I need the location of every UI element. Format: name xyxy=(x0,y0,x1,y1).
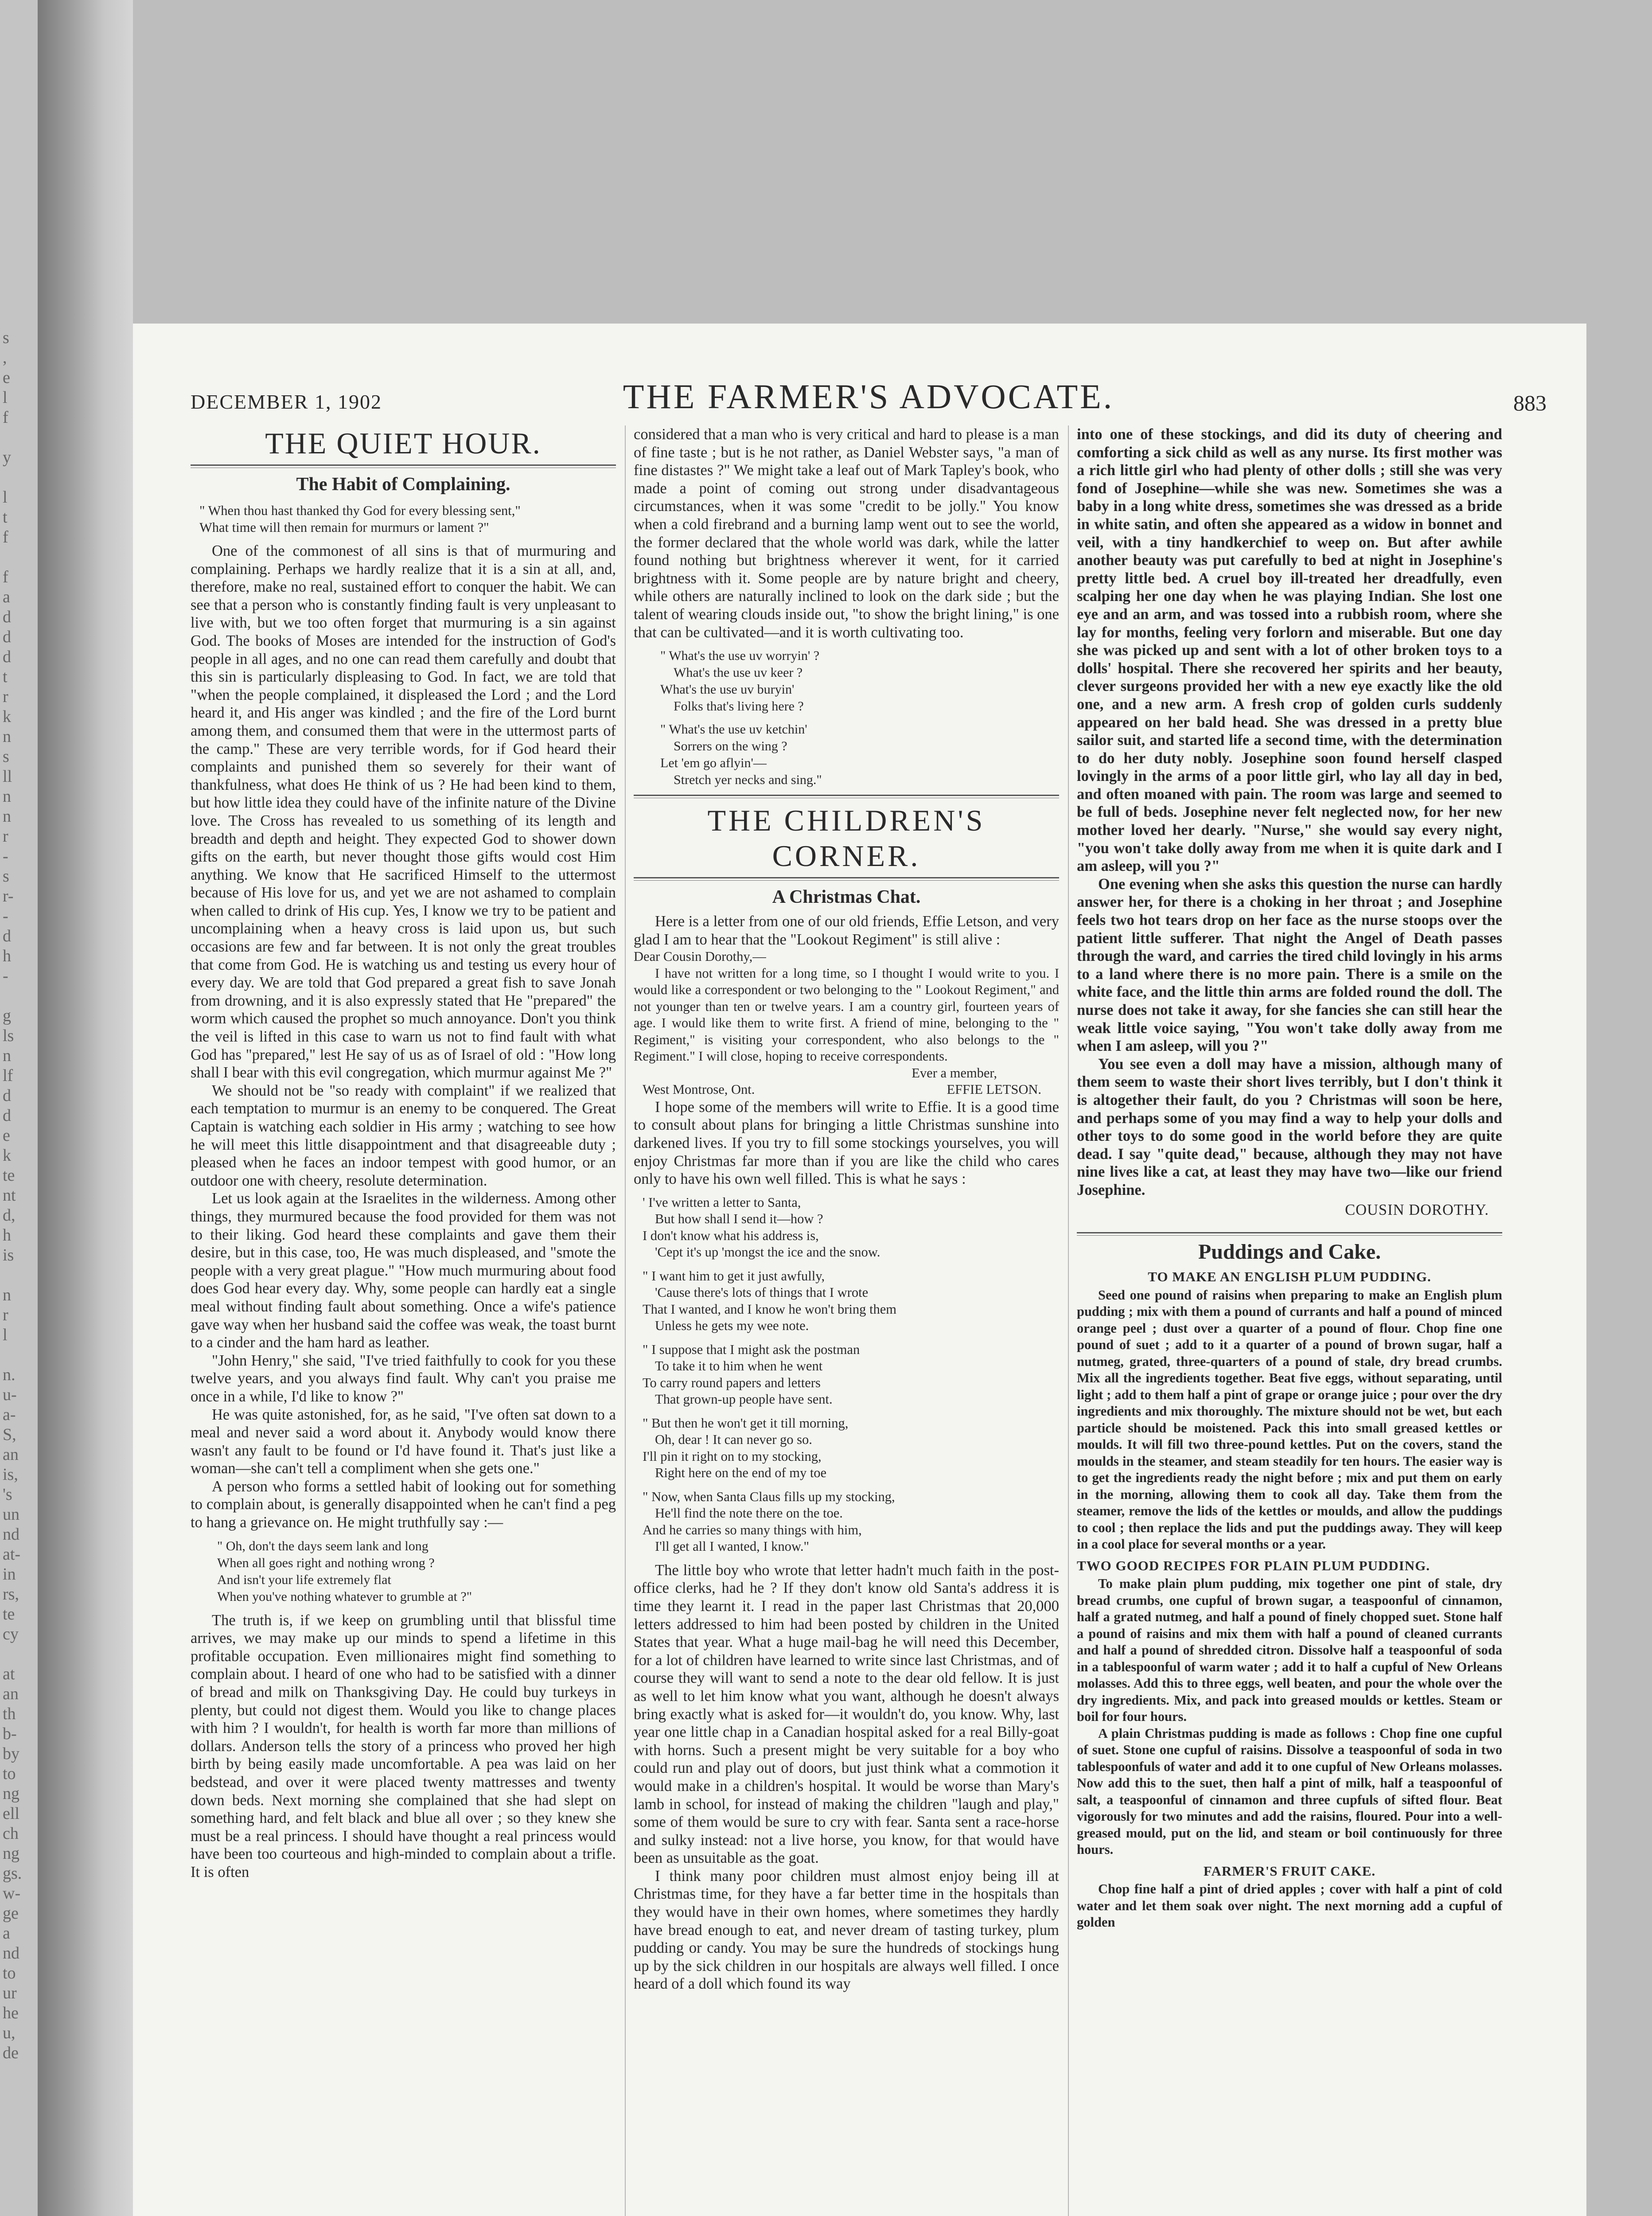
childrens-corner-title: THE CHILDREN'S CORNER. xyxy=(707,804,986,873)
masthead-title: THE FARMER'S ADVOCATE. xyxy=(623,377,1114,416)
newspaper-page xyxy=(133,324,1586,2216)
paragraph: We should not be "so ready with complaint" if we realized that each temptation to murmur is an enemy to be conquered. The Great Captain is watching each soldier in His army ; watching to see how he will meet this little disappointment and that disagreeable duty ; pleased when he faces an indoor tempest with good humor, or an outdoor one with cheery, resolute determination. xyxy=(191,1082,616,1189)
previous-page-text-fragments: s , e l f y l t f f a d d d t r k n s ll n n r - s r- - d h - g ls n lf d d e k te nt d, h is n r l n. u- a- S, an is, 's un nd at- in rs, te cy at an th b- by to ng ell ch ng gs. w- ge a nd to ur he u, de xyxy=(3,328,22,2062)
letter-closing: Ever a member, xyxy=(912,1065,997,1081)
verse-line: Stretch yer necks and sing." xyxy=(674,772,822,788)
paragraph: Let us look again at the Israelites in the wilderness. Among other things, they murmured because the food provided for them was not to their liking. God heard these complaints and gave them their desire, but in this case, too, He was much displeased, and "smote the people with a very great plague." "How much murmuring about food does God hear every day. Why, some people can hardly eat a single meal without finding fault about something. Once a wife's patience gave way when her husband said the coffee was weak, the toast burnt to a cinder and the ham hard as leather. xyxy=(191,1190,616,1351)
poem-line: " I want him to get it just awfully, xyxy=(643,1268,825,1284)
poem-line: And he carries so many things with him, xyxy=(643,1522,862,1537)
verse-line: What's the use uv keer ? xyxy=(674,665,803,680)
poem-line: But how shall I send it—how ? xyxy=(655,1211,823,1227)
poem-line: " Now, when Santa Claus fills up my stocking, xyxy=(643,1489,895,1504)
verse-line: Folks that's living here ? xyxy=(674,699,804,714)
paragraph: A person who forms a settled habit of looking out for something to complain about, is generally disappointed when he can't find a peg to hang a grievance on. He might truthfully say :— xyxy=(191,1478,616,1531)
previous-page-strip xyxy=(0,0,38,2216)
section-rule xyxy=(1077,1232,1502,1236)
paragraph: I hope some of the members will write to Effie. It is a good time to consult about plans for bringing a little Christmas sunshine into darkened lives. If you try to fill some stockings yourselves, you will enjoy Christmas far more than if you are like the child who cares only to have his own well filled. This is what he says : xyxy=(634,1098,1059,1188)
paragraph: considered that a man who is very critical and hard to please is a man of fine taste ; but is he not rather, as Daniel Webster says, "a man of fine distastes ?" We might take a leaf out of Mark Tapley's book, who made a point of coming out strong under disadvantageous circumstances, when it was some "credit to be jolly." You know when a cold firebrand and a burning lamp went out to see the world, the former declared that the whole world was dark, while the latter found nothing but brightness wherever it went, for it carried brightness with it. Some people are by nature bright and cheery, while others are naturally inclined to look on the dark side ; but the talent of wearing clouds inside out, "to show the bright lining," is one that can be cultivated—and it is worth cultivating too. xyxy=(634,426,1059,641)
paragraph: One evening when she asks this question the nurse can hardly answer her, for there is a choking in her throat ; and Josephine feels two hot tears drop on her face as the nurse stoops over the patient little sufferer. That night the Angel of Death passes through the ward, and carries the tired child lovingly in his arms to a land where there is no more pain. There is a smile on the white face, and the little thin arms are folded round the doll. The nurse does not take it away, for she fancies she can still hear the weak little voice saying, "You won't take dolly away from me when I am asleep, will you ?" xyxy=(1077,875,1502,1055)
recipe-heading: FARMER'S FRUIT CAKE. xyxy=(1203,1863,1376,1879)
paragraph: You see even a doll may have a mission, although many of them seem to waste their short lives terribly, but I don't think it is altogether their fault, do you ? Christmas will soon be here, and perhaps some of you may find a way to help your dolls and other toys to do some good in the world before they are quite dead. I say "quite dead," because, although they may not have nine lives like a cat, at least they may have two—like our friend Josephine. xyxy=(1077,1055,1502,1198)
verse xyxy=(660,721,1059,788)
poem-line: To take it to him when he went xyxy=(655,1358,823,1374)
letter-salutation: Dear Cousin Dorothy,— xyxy=(634,949,766,964)
verse xyxy=(660,648,1059,715)
column-rule xyxy=(1068,425,1069,2216)
verse-line: What's the use uv buryin' xyxy=(660,682,795,697)
epigraph xyxy=(199,503,616,536)
paragraph: He was quite astonished, for, as he said, "I've often sat down to a meal and never said a word about it. Anybody would know there wasn't any fault to be found or I'd have found it. That's just like a woman—she can't tell a compliment when she gets one." xyxy=(191,1406,616,1477)
poem-line: I'll pin it right on to my stocking, xyxy=(643,1448,822,1464)
book-gutter xyxy=(38,0,133,2216)
epigraph-line: What time will then remain for murmurs or lament ?" xyxy=(199,519,489,535)
paragraph: I think many poor children must almost enjoy being ill at Christmas time, for they have a far better time in the hospitals than they would have in their own homes, where sometimes they hardly have bread enough to eat, and never dream of tasting turkey, plum pudding or candy. You may be sure the hundreds of stockings hung up by the sick children in our hospitals are always well filled. I once heard of a doll which found its way xyxy=(634,1867,1059,1993)
puddings-title: Puddings and Cake. xyxy=(1198,1240,1381,1264)
letter-place: West Montrose, Ont. xyxy=(643,1082,755,1097)
poem-line: Oh, dear ! It can never go so. xyxy=(655,1432,812,1447)
poem-line: That grown-up people have sent. xyxy=(655,1392,833,1407)
verse-line: " What's the use uv ketchin' xyxy=(660,722,807,737)
column-rule xyxy=(625,425,626,2216)
verse-line: " Oh, don't the days seem lank and long xyxy=(217,1538,429,1553)
column-quiet-hour xyxy=(191,425,616,2216)
santa-poem xyxy=(643,1194,1059,1555)
recipe-heading: TO MAKE AN ENGLISH PLUM PUDDING. xyxy=(1148,1269,1431,1285)
poem-line: " But then he won't get it till morning, xyxy=(643,1415,849,1431)
recipe-text: Seed one pound of raisins when preparing to make an English plum pudding ; mix with them a pound of currants and half a pound of minced orange peel ; dust over a quarter of a pound of flour. Chop fine one pound of suet ; add to it a quarter of a pound of brown sugar, half a nutmeg, grated, three-quarters of a pound of stale, dry bread crumbs. Mix all the ingredients together. Beat five eggs, without separating, until light ; add to them half a pint of grape or orange juice ; pour over the dry ingredients and mix thoroughly. The mixture should not be wet, but each particle should be moistened. Pack this into small greased kettles or moulds. It will fill two three-pound kettles. Put on the covers, stand the moulds in the steamer, and steam steadily for ten hours. The easier way is to get the ingredients ready the night before ; mix and put them on early in the morning, allowing them to cook all day. Take them from the steamer, remove the lids of the kettles or moulds, and allow the puddings to cool ; then replace the lids and put the puddings away. They will keep in a cool place for several months or a year. xyxy=(1077,1287,1502,1552)
verse-line: Sorrers on the wing ? xyxy=(674,739,787,754)
recipe-heading: TWO GOOD RECIPES FOR PLAIN PLUM PUDDING. xyxy=(1077,1557,1430,1573)
recipe-text: A plain Christmas pudding is made as follows : Chop fine one cupful of suet. Stone one cupful of raisins. Dissolve a teaspoonful of soda in two tablespoonfuls of water and add it to one cupful of New Orleans molasses. Now add this to the suet, then half a pint of milk, half a teaspoonful of salt, a teaspoonful of cinnamon and three cupfuls of sifted flour. Beat vigorously for two minutes and add the raisins, floured. Pour into a well-greased mould, put on the lid, and steam or boil continuously for three hours. xyxy=(1077,1725,1502,1857)
title-rule xyxy=(634,795,1059,798)
poem-line: That I wanted, and I know he won't bring them xyxy=(643,1301,896,1317)
poem-line: ' I've written a letter to Santa, xyxy=(643,1194,801,1210)
paragraph: The truth is, if we keep on grumbling until that blissful time arrives, we may make up our minds to spend a lifetime in this profitable occupation. Even millionaires might find something to complain about. I heard of one who had to be satisfied with a dinner of bread and milk on Thanksgiving Day. He could buy turkeys in plenty, but could not digest them. Would you like to change places with him ? I wouldn't, for health is worth far more than millions of dollars. Anderson tells the story of a princess who proved her high birth by being easily made uncomfortable. A pea was laid on her bedstead, and over it were placed twenty mattresses and twenty down beds. Next morning she complained that she had slept on something hard, and felt black and blue all over ; so they knew she must be a real princess. I should have thought a real princess would have been too courteous and high-minded to complain about a trifle. It is often xyxy=(191,1611,616,1880)
verse-line: And isn't your life extremely flat xyxy=(217,1572,391,1587)
paragraph: One of the commonest of all sins is that of murmuring and complaining. Perhaps we hardly realize that it is a sin at all, and, therefore, make no real, sustained effort to conquer the habit. We can see that a person who is constantly finding fault is very unpleasant to live with, but we too often forget that murmuring is a sin against God. The books of Moses are intended for the instruction of God's people in all ages, and no one can read them carefully and doubt that this sin is particularly displeasing to God. In fact, we are told that "when the people complained, it displeased the Lord ; and the Lord heard it, and His anger was kindled ; and the fire of the Lord burnt among them, and consumed them that were in the uttermost parts of the camp." These are very terrible words, for if God heard their complaints and punished them so severely for their want of thankfulness, what does He think of us ? He had been kind to them, but how little idea they could have of the infinite nature of the Divine love. The Cross has revealed to us something of its length and breadth and depth and height. They expected God to shower down gifts on the earth, but never thought those gifts would cost Him anything. We know that He sacrificed Himself to the uttermost because of His love for us, and yet we are not ashamed to complain when called to drink of His cup. Yes, I know we try to be patient and uncomplaining when a heavy cross is laid upon us, but such occasions are few and far between. It is not only the great troubles that come from God. He is watching us and testing us every hour of every day. We are told that God prepared a great fish to save Jonah from drowning, and it is also expressly stated that He "prepared" the worm which caused the prophet so much annoyance. Don't you think the veil is lifted in this case to warn us not to find fault with what God has "prepared," lest He say of us as of Israel of old : "How long shall I bear with this evil congregation, which murmur against Me ?" xyxy=(191,542,616,1081)
letter-signer: EFFIE LETSON. xyxy=(947,1082,1041,1097)
paragraph: Here is a letter from one of our old friends, Effie Letson, and very glad I am to hear that the "Lookout Regiment" is still alive : xyxy=(634,913,1059,948)
signature: COUSIN DOROTHY. xyxy=(1345,1201,1489,1218)
paragraph: into one of these stockings, and did its duty of cheering and comforting a sick child as well as any nurse. Its first mother was a rich little girl who had plenty of other dolls ; still she was very fond of Josephine—while she was new. Sometimes she was a baby in a long white dress, sometimes she was dressed as a bride in white satin, and often she appeared as a widow in bonnet and veil, with a tiny handkerchief to weep on. But after awhile another beauty was put carefully to bed at night in Josephine's pretty little bed. A cruel boy ill-treated her dreadfully, even scalping her one day when he was playing Indian. She lost one eye and an arm, and was tossed into a rubbish room, where she lay for months, feeling very forlorn and miserable. But one day she was picked up and sent with a lot of other broken toys to a dolls' hospital. There she recovered her spirits and her beauty, clever surgeons provided her with a new eye exactly like the old one, and a new arm. A fresh crop of golden curls suddenly appeared on her bald head. She was dressed in a pretty blue sailor suit, and started life a second time, with the determination to do her duty nobly. Josephine soon found herself clasped lovingly in the arms of a poor little girl, who lay all day in bed, and often moaned with pain. The room was large and seemed to be full of beds. Josephine never felt neglected now, for her new mother loved her dearly. "Nurse," she would say every night, "you won't take dolly away from me when it is quite dark and I am asleep, will you ?" xyxy=(1077,426,1502,875)
poem-line: Right here on the end of my toe xyxy=(655,1465,827,1481)
poem-line: I don't know what his address is, xyxy=(643,1228,819,1243)
verse-line: When all goes right and nothing wrong ? xyxy=(217,1555,435,1570)
verse-line: Let 'em go aflyin'— xyxy=(660,756,767,771)
recipe-text: Chop fine half a pint of dried apples ; cover with half a pint of cold water and let them soak over night. The next morning add a cupful of golden xyxy=(1077,1881,1502,1930)
quiet-hour-subtitle: The Habit of Complaining. xyxy=(296,474,510,495)
christmas-chat-subtitle: A Christmas Chat. xyxy=(772,887,921,908)
title-rule xyxy=(634,877,1059,881)
title-rule xyxy=(191,464,616,468)
poem-line: 'Cause there's lots of things that I wrote xyxy=(655,1285,869,1300)
paragraph: The little boy who wrote that letter hadn't much faith in the post-office clerks, had he ? If they don't know old Santa's address it is time they learnt it. I read in the paper last Christmas that 20,000 letters addressed to him had been posted by children in the United States that year. What a huge mail-bag he will need this December, for a lot of children have learned to write since last Christmas, and of course they will want to send a note to the dear old fellow. It is just as well to let him know what you want, although he doesn't always bring exactly what is asked for—it wouldn't do, you know. Why, last year one little chap in a Canadian hospital asked for a real Billy-goat with horns. Such a present might be very suitable for a boy who could run and play out of doors, but just think what a commotion it would make in a children's hospital. It would be worse than Mary's lamb in school, for instead of making the children "laugh and play," some of them would be sure to cry with fear. Santa sent a race-horse and sulky instead: not a live horse, you know, for that would have been as unsuitable as the goat. xyxy=(634,1561,1059,1867)
page-header xyxy=(191,377,1547,417)
poem-line: Unless he gets my wee note. xyxy=(655,1318,809,1334)
poem-line: I'll get all I wanted, I know." xyxy=(655,1539,809,1554)
page-number: 883 xyxy=(1513,390,1547,415)
letter-body: I have not written for a long time, so I thought I would write to you. I would like a correspondent or two belonging to the " Lookout Regiment," and not younger than ten or twelve years. I am a country girl, fourteen years of age. I would like them to write first. A friend of mine, belonging to the " Regiment," is visiting your correspondent, who also belongs to the " Regiment." I will close, hoping to receive correspondents. xyxy=(634,965,1059,1064)
issue-date: DECEMBER 1, 1902 xyxy=(191,390,382,413)
verse xyxy=(217,1538,616,1605)
quiet-hour-title: THE QUIET HOUR. xyxy=(265,426,542,460)
poem-line: 'Cept it's up 'mongst the ice and the snow. xyxy=(655,1245,881,1260)
poem-line: " I suppose that I might ask the postman xyxy=(643,1342,860,1357)
poem-line: He'll find the note there on the toe. xyxy=(655,1506,843,1521)
poem-line: To carry round papers and letters xyxy=(643,1375,821,1390)
verse-line: When you've nothing whatever to grumble at ?" xyxy=(217,1589,472,1604)
verse-line: " What's the use uv worryin' ? xyxy=(660,648,820,663)
epigraph-line: " When thou hast thanked thy God for every blessing sent," xyxy=(199,503,521,518)
recipe-text: To make plain plum pudding, mix together one pint of stale, dry bread crumbs, one cupful of brown sugar, a teaspoonful of cinnamon, half a grated nutmeg, and half a pound of finely chopped suet. Stone half a pound of raisins and mix them with half a pound of cleaned currants and half a pound of shredded citron. Dissolve half a teaspoonful of soda in a tablespoonful of warm water ; add it to half a cupful of New Orleans molasses. Add this to three eggs, well beaten, and pour the whole over the dry ingredients. Mix, and pack into greased moulds or kettles. Steam or boil for four hours. xyxy=(1077,1576,1502,1724)
column-doll-story-and-recipes xyxy=(1077,425,1502,2216)
paragraph: "John Henry," she said, "I've tried faithfully to cook for you these twelve years, and you always find fault. Why can't you praise me once in a while, I'd like to know ?" xyxy=(191,1352,616,1405)
column-childrens-corner xyxy=(634,425,1059,2216)
